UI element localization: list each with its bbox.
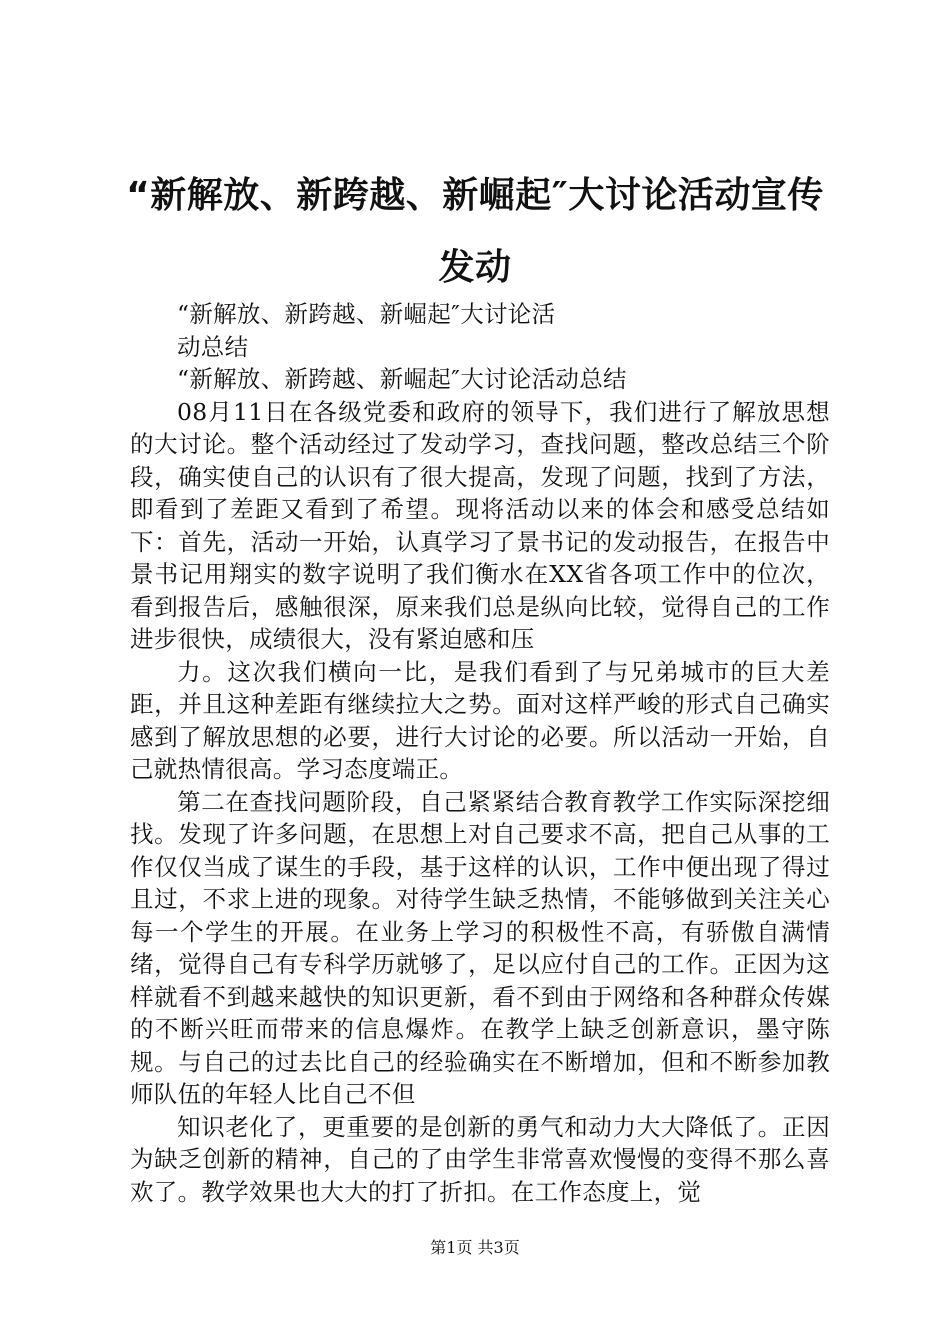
document-title [110,160,840,304]
section-heading: “新解放、新跨越、新崛起″大讨论活动总结 [177,365,627,393]
paragraph-4: 知识老化了，更重要的是创新的勇气和动力大大降低了。正因为缺乏创新的精神，自己的了由学生非常喜欢慢慢的变得不那么喜欢了。教学效果也大大的打了折扣。在工作态度上，觉 [130,1112,830,1206]
title-line-2: 发动 [438,247,512,288]
page-number-footer: 第1页 共3页 [430,1238,520,1257]
paragraph-2: 力。这次我们横向一比，是我们看到了与兄弟城市的巨大差距，并且这种差距有继续拉大之势。面对这样严峻的形式自己确实感到了解放思想的必要，进行大讨论的必要。所以活动一开始，自己就热情很高。学习态度端正。 [130,657,830,783]
paragraph-3: 第二在查找问题阶段，自己紧紧结合教育教学工作实际深挖细找。发现了许多问题，在思想上对自己要求不高，把自己从事的工作仅仅当成了谋生的手段，基于这样的认识，工作中便出现了得过且过，不求上进的现象。对待学生缺乏热情，不能够做到关注关心每一个学生的开展。在业务上学习的积极性不高，有骄傲自满情绪，觉得自己有专科学历就够了，足以应付自己的工作。正因为这样就看不到越来越快的知识更新，看不到由于网络和各种群众传媒的不断兴旺而带来的信息爆炸。在教学上缺乏创新意识，墨守陈规。与自己的过去比自己的经验确实在不断增加，但和不断参加教师队伍的年轻人比自己不但 [130,787,830,1108]
subtitle-line-2: 动总结 [177,332,249,361]
subtitle-line-1: “新解放、新跨越、新崛起″大讨论活 [177,300,556,328]
title-line-1: “新解放、新跨越、新崛起″大讨论活动宣传 [126,175,824,216]
document-body [130,298,830,1208]
paragraph-1: 08月11日在各级党委和政府的领导下，我们进行了解放思想的大讨论。整个活动经过了发动学习，查找问题，整改总结三个阶段，确实使自己的认识有了很大提高，发现了问题，找到了方法，即看到了差距又看到了希望。现将活动以来的体会和感受总结如下：首先，活动一开始，认真学习了景书记的发动报告，在报告中景书记用翔实的数字说明了我们衡水在XX省各项工作中的位次，看到报告后，感触很深，原来我们总是纵向比较，觉得自己的工作进步很快，成绩很大，没有紧迫感和压 [130,397,830,653]
